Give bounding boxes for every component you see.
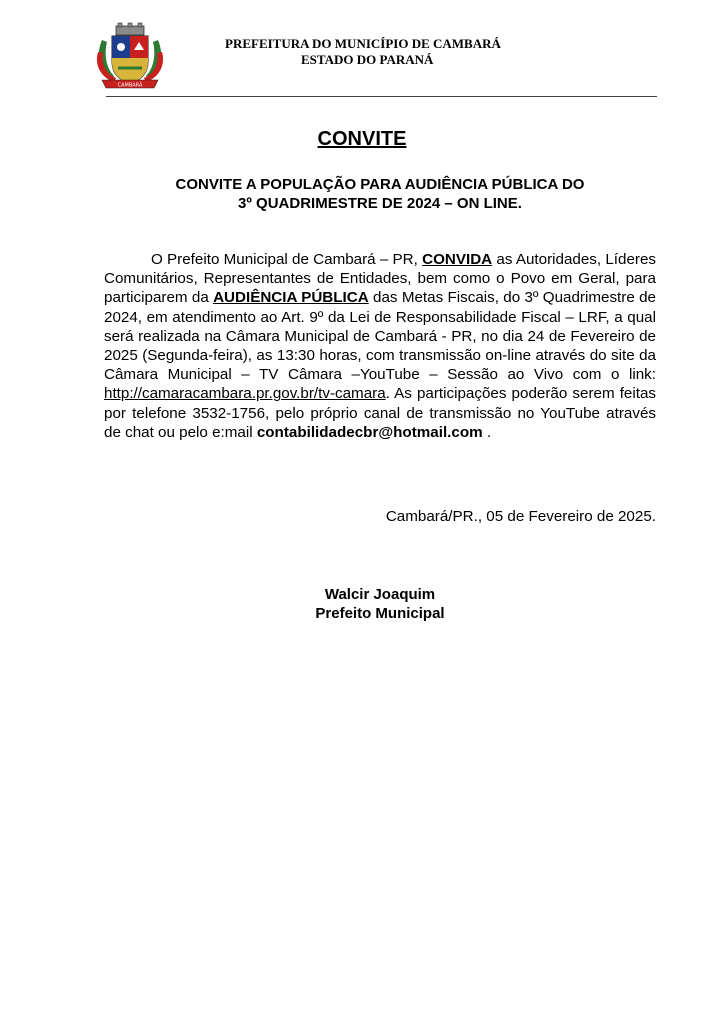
body-part-2: as Autoridades, Líderes Comunitários, Representantes de Entidades, bem como o Povo em Geral, para participarem da [104,251,657,307]
body-part-5: . [482,423,492,441]
document-subtitle [104,175,656,213]
subtitle-line-1: CONVITE A POPULAÇÃO PARA AUDIÊNCIA PÚBLICA DO [175,176,585,193]
signature-block [0,585,724,623]
signatory-role: Prefeito Municipal [315,605,445,622]
convida-keyword: CONVIDA [422,251,493,268]
crest-banner-text: CAMBARÁ [117,82,143,89]
letterhead [196,36,576,68]
body-part-3: das Metas Fiscais, do 3º Quadrimestre de 2024, em atendimento ao Art. 9º da Lei de Responsabilidade Fiscal – LRF, a qual será realizada na Câmara Municipal de Cambará - PR, no dia 24 de Fevereiro de 2025 (Segunda-feira), as 13:30 horas, com transmissão on-line através do site da Câmara Municipal – TV Câmara –YouTube – Sessão ao Vivo com o link: [104,289,656,384]
audiencia-keyword: AUDIÊNCIA PÚBLICA [213,289,369,307]
signatory-name: Walcir Joaquim [324,586,436,603]
body-part-4: . As participações poderão serem feitas por telefone 3532-1756, pelo próprio canal de transmissão no YouTube através de chat ou pelo e:mail [104,385,656,441]
document-date: Cambará/PR., 05 de Fevereiro de 2025. [385,508,656,525]
header-state: ESTADO DO PARANÁ [301,52,434,67]
municipal-crest-icon [94,22,166,92]
invitation-body [104,250,656,442]
body-part-1: O Prefeito Municipal de Cambará – PR, [151,251,423,268]
document-title: CONVITE [317,128,407,150]
subtitle-line-2: 3º QUADRIMESTRE DE 2024 – ON LINE. [238,195,522,212]
header-divider [106,96,657,97]
contact-email: contabilidadecbr@hotmail.com [256,423,483,441]
header-municipality: PREFEITURA DO MUNICÍPIO DE CAMBARÁ [225,36,501,51]
tv-camara-link[interactable]: http://camaracambara.pr.gov.br/tv-camara [104,385,386,403]
